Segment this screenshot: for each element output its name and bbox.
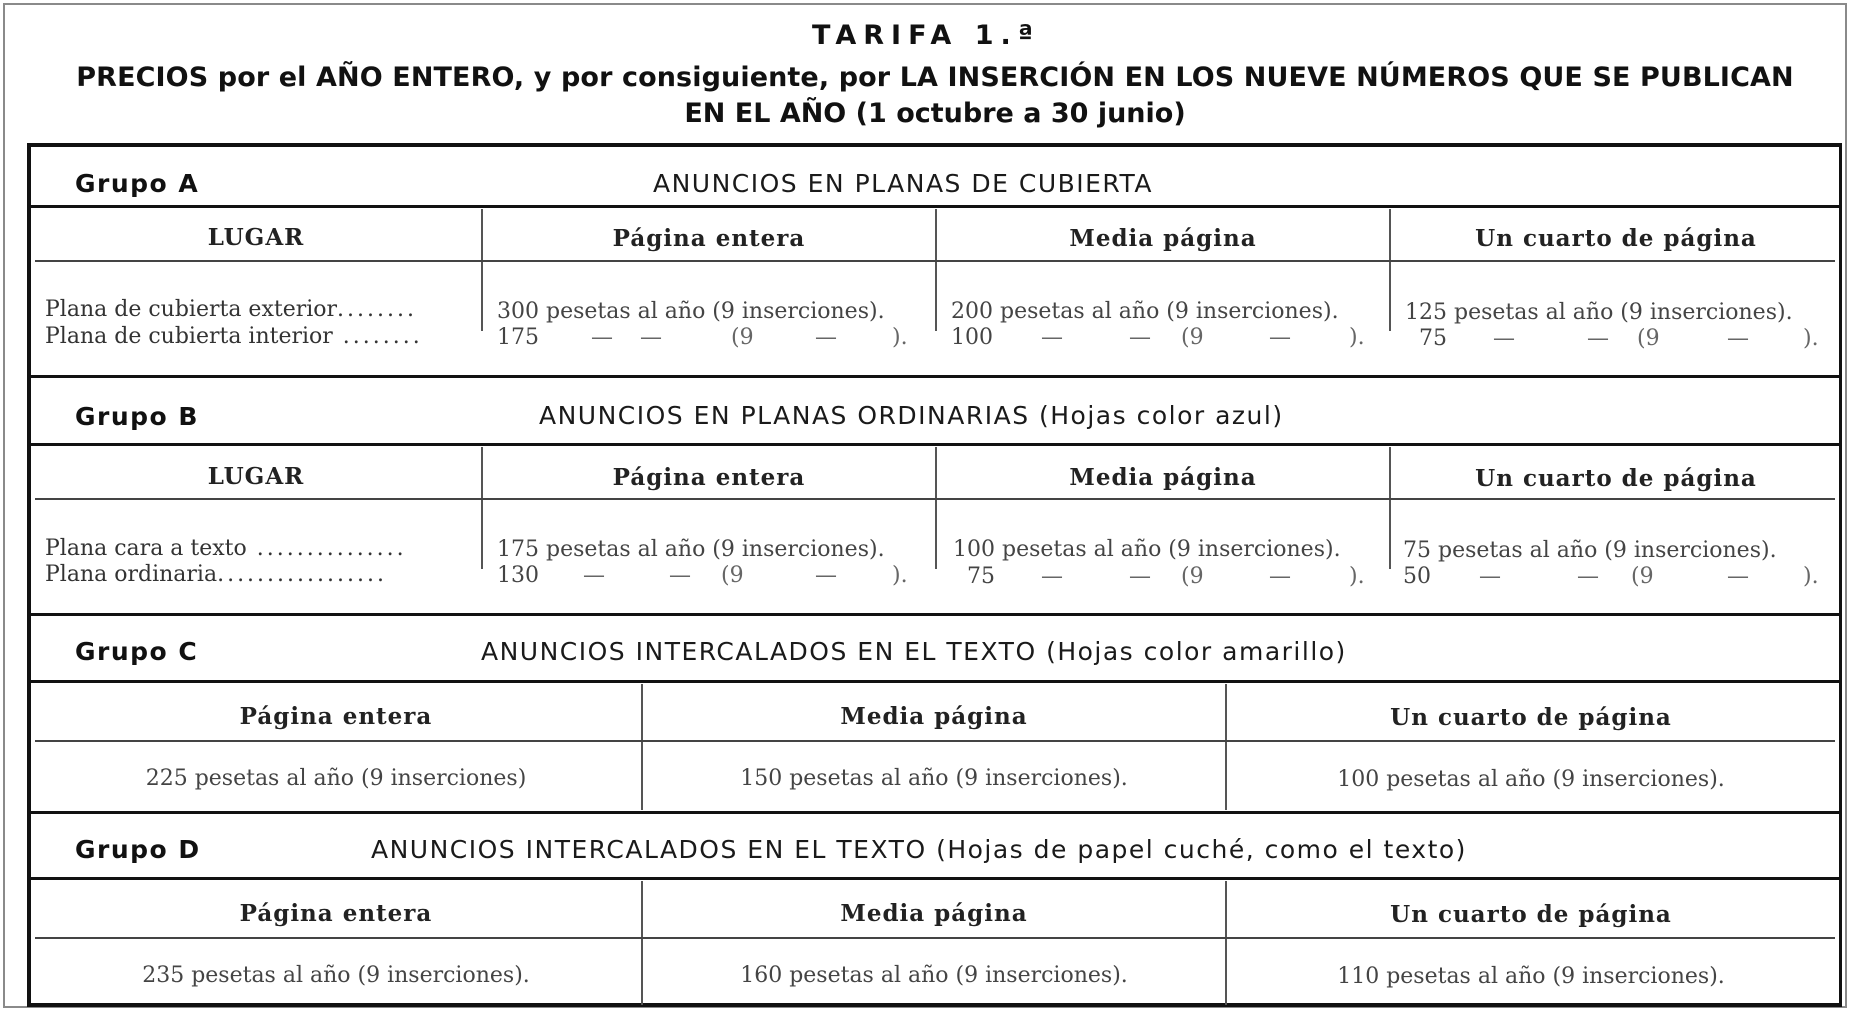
row-label-text: Plana ordinaria <box>45 562 218 587</box>
price-cell: 150 pesetas al año (9 inserciones). <box>740 766 1128 791</box>
price-cell: 100 pesetas al año (9 inserciones). <box>953 537 1341 562</box>
col-lugar-header: LUGAR <box>207 224 305 251</box>
price-value: 50 <box>1403 564 1431 589</box>
col-pagina-entera-header: Página entera <box>239 703 433 730</box>
col-cuarto-pagina-header: Un cuarto de página <box>1390 704 1672 731</box>
ditto-dash: — <box>1587 326 1609 351</box>
row-label-ordinaria: Plana ordinaria................. <box>45 562 387 587</box>
price-value: 175 <box>497 325 539 350</box>
tariff-table <box>27 143 1842 1007</box>
heading-line-1: PRECIOS por el AÑO ENTERO, y por consiguiente, por LA INSERCIÓN EN LOS NUEVE NÚMEROS QUE SE PUBLICAN <box>76 62 1794 93</box>
col-media-pagina-header: Media página <box>840 703 1028 730</box>
price-cell: 110 pesetas al año (9 inserciones). <box>1337 964 1725 989</box>
ditto-close: ). <box>892 325 908 350</box>
col-media-pagina-header: Media página <box>1069 225 1257 252</box>
tarifa-title: TARIFA 1.ª <box>812 20 1040 51</box>
price-cell: 100 pesetas al año (9 inserciones). <box>1337 767 1725 792</box>
group-d-title: ANUNCIOS INTERCALADOS EN EL TEXTO (Hojas de papel cuché, como el texto) <box>371 835 1467 864</box>
price-value: 130 <box>497 563 539 588</box>
price-cell: 235 pesetas al año (9 inserciones). <box>142 963 530 988</box>
group-a-label: Grupo A <box>75 169 200 198</box>
price-cell: 175 pesetas al año (9 inserciones). <box>497 537 885 562</box>
price-value: 100 <box>951 325 993 350</box>
group-b-title: ANUNCIOS EN PLANAS ORDINARIAS (Hojas color azul) <box>539 401 1284 430</box>
row-label-cubierta-exterior: Plana de cubierta exterior........ <box>45 297 417 322</box>
ditto-dash: — <box>1727 326 1749 351</box>
price-value: 75 <box>1419 326 1447 351</box>
ditto-nine: (9 <box>1631 564 1654 589</box>
ditto-nine: (9 <box>721 563 744 588</box>
divider <box>31 443 1839 446</box>
ditto-dash: — <box>583 563 605 588</box>
divider <box>35 260 1835 262</box>
ditto-dash: — <box>815 563 837 588</box>
ditto-dash: — <box>815 325 837 350</box>
ditto-close: ). <box>1803 326 1819 351</box>
group-c-label: Grupo C <box>75 637 199 666</box>
ditto-close: ). <box>1803 564 1819 589</box>
ditto-nine: (9 <box>1637 326 1660 351</box>
ditto-dash: — <box>640 325 672 350</box>
col-pagina-entera-header: Página entera <box>612 464 806 491</box>
ditto-dash: — <box>1041 564 1063 589</box>
ditto-dash: — <box>1493 326 1515 351</box>
price-cell: 300 pesetas al año (9 inserciones). <box>497 299 885 324</box>
group-c-title: ANUNCIOS INTERCALADOS EN EL TEXTO (Hojas color amarillo) <box>481 637 1347 666</box>
group-b-label: Grupo B <box>75 402 199 431</box>
ditto-dash: — <box>669 563 691 588</box>
row-label-text: Plana de cubierta exterior <box>45 297 338 322</box>
row-label-cara-a-texto: Plana cara a texto ............... <box>45 536 407 561</box>
heading-line-2: EN EL AÑO (1 octubre a 30 junio) <box>684 98 1186 129</box>
price-cell: 225 pesetas al año (9 inserciones) <box>145 766 527 791</box>
col-cuarto-pagina-header: Un cuarto de página <box>1475 465 1757 492</box>
ditto-dash: — <box>1129 325 1151 350</box>
ditto-dash: — <box>1577 564 1599 589</box>
col-pagina-entera-header: Página entera <box>239 900 433 927</box>
tariff-heading <box>20 60 1850 132</box>
ditto-dash: — <box>1041 325 1063 350</box>
ditto-dash: — <box>1129 564 1151 589</box>
divider <box>35 937 1835 939</box>
divider <box>31 680 1839 683</box>
price-cell: 200 pesetas al año (9 inserciones). <box>951 299 1339 324</box>
divider <box>35 740 1835 742</box>
divider <box>31 205 1839 208</box>
price-value: 75 <box>967 564 995 589</box>
group-d-label: Grupo D <box>75 835 201 864</box>
col-pagina-entera-header: Página entera <box>612 225 806 252</box>
col-cuarto-pagina-header: Un cuarto de página <box>1475 225 1757 252</box>
price-cell-ditto <box>497 324 539 351</box>
ditto-dash: — <box>591 325 623 350</box>
divider <box>31 877 1839 880</box>
ditto-dash: — <box>1727 564 1749 589</box>
ditto-close: ). <box>1349 325 1365 350</box>
ditto-nine: (9 <box>1181 325 1204 350</box>
col-cuarto-pagina-header: Un cuarto de página <box>1390 901 1672 928</box>
price-cell: 160 pesetas al año (9 inserciones). <box>740 963 1128 988</box>
ditto-nine: (9 <box>731 325 754 350</box>
price-cell: 75 pesetas al año (9 inserciones). <box>1403 538 1777 563</box>
divider <box>35 498 1835 500</box>
ditto-close: ). <box>892 563 908 588</box>
ditto-dash: — <box>1479 564 1501 589</box>
row-label-cubierta-interior: Plana de cubierta interior ........ <box>45 324 423 349</box>
divider <box>31 375 1839 378</box>
divider <box>31 811 1839 814</box>
col-media-pagina-header: Media página <box>1069 464 1257 491</box>
col-lugar-header: LUGAR <box>207 463 305 490</box>
divider <box>31 613 1839 616</box>
ditto-dash: — <box>1269 564 1291 589</box>
ditto-dash: — <box>1269 325 1291 350</box>
ditto-marks <box>591 324 672 351</box>
ditto-nine: (9 <box>1181 564 1204 589</box>
group-a-title: ANUNCIOS EN PLANAS DE CUBIERTA <box>653 169 1153 198</box>
ditto-close: ). <box>1349 564 1365 589</box>
row-label-text: Plana de cubierta interior <box>45 324 333 349</box>
price-cell: 125 pesetas al año (9 inserciones). <box>1405 300 1793 325</box>
col-media-pagina-header: Media página <box>840 900 1028 927</box>
row-label-text: Plana cara a texto <box>45 536 247 561</box>
